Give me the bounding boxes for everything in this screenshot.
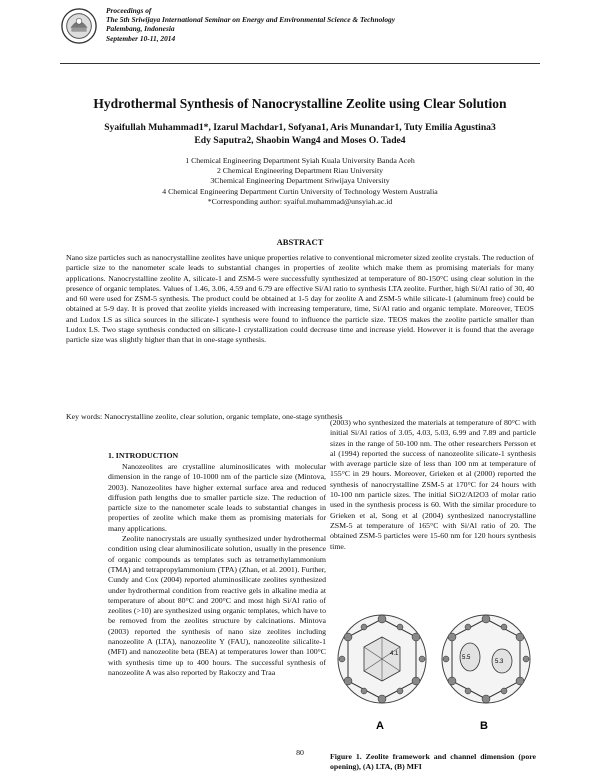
- mfi-framework-illustration: [442, 615, 530, 703]
- keywords: Key words: Nanocrystalline zeolite, clear solution, organic template, one-stage synthesis: [66, 412, 343, 421]
- proceedings-line-4: September 10-11, 2014: [106, 33, 176, 43]
- affiliations: [60, 156, 540, 207]
- proceedings-line-3: Palembang, Indonesia: [106, 24, 175, 34]
- affiliation-1: 1 Chemical Engineering Department Syiah Kuala University Banda Aceh: [185, 156, 415, 165]
- page-number: 80: [296, 748, 304, 757]
- lta-framework-illustration: [338, 615, 426, 703]
- figure-caption: Figure 1. Zeolite framework and channel dimension (pore opening), (A) LTA, (B) MFI: [330, 752, 536, 772]
- figure-label-a: A: [376, 720, 384, 732]
- affiliation-4: 4 Chemical Engineering Department Curtin University of Technology Western Australia: [162, 186, 438, 196]
- section-heading-introduction: 1. INTRODUCTION: [108, 451, 179, 460]
- authors-line-1: Syaifullah Muhammad1*, Izarul Machdar1, Sofyana1, Aris Munandar1, Tuty Emilia Agustina3: [104, 122, 496, 133]
- intro-paragraph-1: Nanozeolites are crystalline aluminosilicates with molecular dimension in the range of 10-1000 nm of the particle size (Mintova, 2003). Nanozeolites have higher external surface area and reduced diffusion path lengths due to smaller particle size. The reduction of particle size to the nanometer scale leads to substantial changes in properties of zeolite which make them as promising materials for many applications.: [108, 462, 326, 533]
- abstract-heading: ABSTRACT: [276, 237, 324, 247]
- intro-paragraph-3: (2003) who synthesized the materials at temperature of 80°C with initial Si/Al ratios of 3.05, 4.03, 5.03, 6.99 and 7.89 and particle sizes in the range of 50-100 nm. The other researchers Persson et al (1994) reported the success of nanozeolite silicate-1 synthesis with average particle size of less than 100 nm at temperature of 155°C in 29 hours. Moreover, Grieken et al (2000) reported the synthesis of nanocrystalline ZSM-5 at 170°C for 24 hours with 10-100 nm particle sizes. The initial SiO2/Al2O3 of molar ratio used in the synthesis process is 60. With the similar procedure to Grieken et al, Song et al (2004) synthesized nanocrystalline ZSM-5 at temperature of 165°C with Si/Al ratio of 20. The obtained ZSM-5 particles were 15-60 nm for 120 hours synthesis time.: [330, 418, 536, 551]
- abstract-text: Nano size particles such as nanocrystalline zeolites have unique properties relative to conventional micrometer sized zeolite crystals. The reduction of particle size to the nanometer scale leads to substantial changes in properties of zeolite which make them as promising materials for many applications. Nanocrystalline zeolite A, silicate-1 and ZSM-5 were successfully synthesized at temperature of 80-150°C using clear solution in the presence of organic templates. Values of 1.46, 3.06, 4.59 and 6.79 are effective Si/Al ratio to synthesis LTA zeolite. Further, high Si/Al ratio of 30, 40 and 60 were used for ZSM-5 synthesis. The product could be obtained at 1-5 day for zeolite A and ZSM-5 while silicate-1 (aluminum free) could be obtained at 5-9 day. It is proved that zeolite yields increased with increasing temperature, time, Si/Al ratio and organic template. Moreover, TEOS and Ludox LS as silica sources in the silicate-1 synthesis were found to influence the particle size. TEOS makes the zeolite particle smaller than Ludox LS. Two stage synthesis conducted on silicate-1 crystallization could decrease time and increase yield. However it is found that the average particle size was slightly higher than that in one-stage synthesis.: [66, 253, 534, 345]
- lta-pore-size: 4.1: [390, 651, 399, 657]
- mfi-pore-size-2: 5.3: [495, 659, 504, 665]
- authors-line-2: Edy Saputra2, Shaobin Wang4 and Moses O. Tade4: [194, 135, 406, 146]
- proceedings-header: [106, 6, 546, 43]
- header-divider: [60, 63, 540, 64]
- mfi-pore-size-1: 5.5: [462, 655, 471, 661]
- proceedings-line-1: Proceedings of: [106, 6, 152, 15]
- affiliation-3: 3Chemical Engineering Department Sriwijaya University: [210, 176, 390, 186]
- proceedings-line-2: The 5th Sriwijaya International Seminar on Energy and Environmental Science & Technology: [106, 15, 396, 25]
- figure-label-b: B: [480, 720, 488, 732]
- affiliation-2: 2 Chemical Engineering Department Riau University: [216, 166, 384, 176]
- author-list: [60, 121, 540, 147]
- intro-paragraph-2: Zeolite nanocrystals are usually synthesized under hydrothermal condition using clear aluminosilicate solution, usually in the presence of organic compounds as templates such as tetramethylammonium (TMA) and tetrapropylammonium (TPA) (Zhan, et al. 2001). Further, Cundy and Cox (2004) reported aluminosilicate zeolites synthesized under hydrothermal condition from reactive gels in alkaline media at temperature of about 80°C and 200°C and most high Si/Al ratio of zeolites (>10) are synthesized using organic templates, which have to be removed from the zeolites structure by calcinations. Mintova (2003) reported the synthesis of nano size zeolites including nanozeolite A (LTA), nanozeolite Y (FAU), nanozeolite silicalite-1 (MFI) and nanozeolite beta (BEA) at temperatures lower than 100°C with synthesis time up to 400 hours. The successful synthesis of nanozeolite A was also reported by Rakoczy and Traa: [108, 534, 326, 677]
- zeolite-framework-figure: [330, 597, 536, 747]
- seminar-logo: [60, 7, 98, 45]
- paper-title: Hydrothermal Synthesis of Nanocrystalline Zeolite using Clear Solution: [93, 96, 507, 111]
- corresponding-author: *Corresponding author: syaiful.muhammad@unsyiah.ac.id: [207, 196, 393, 206]
